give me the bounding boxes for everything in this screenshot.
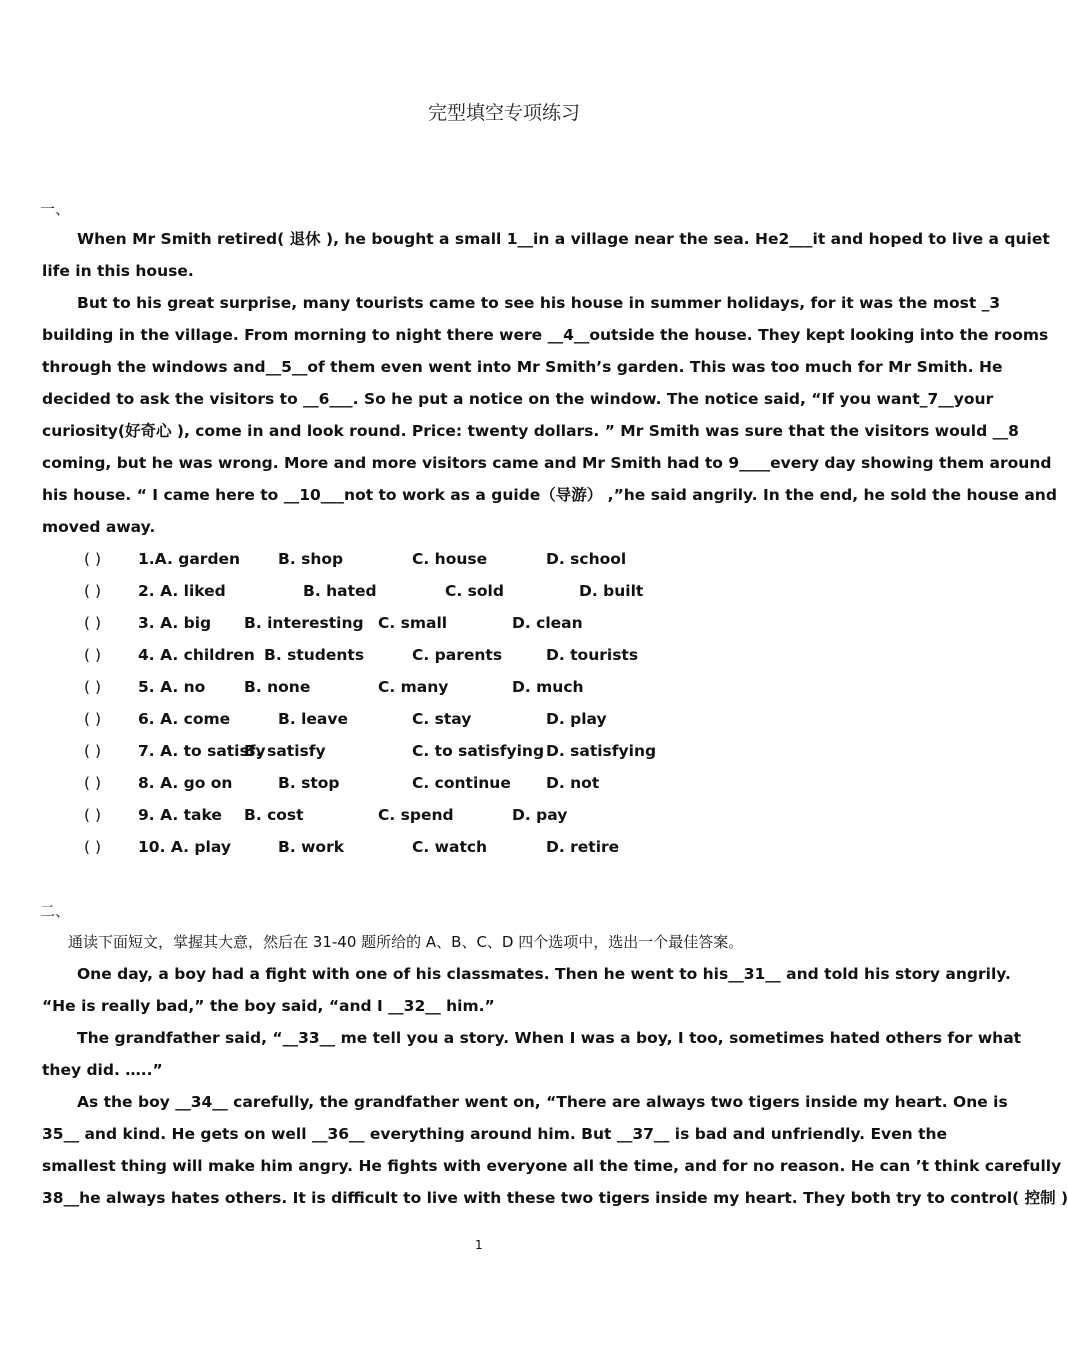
- passage-line: The grandfather said, “__33__ me tell you a story. When I was a boy, I too, sometimes hated others for what: [77, 1029, 1022, 1047]
- option-c: C. parents: [412, 646, 503, 664]
- passage-line: his house. “ I came here to __10___not to work as a guide（导游） ,”he said angrily. In the end, he sold the house and: [42, 486, 1057, 504]
- option-d: D. much: [512, 678, 584, 696]
- option-b: B. work: [278, 838, 345, 856]
- option-d: D. clean: [512, 614, 583, 632]
- option-b: B. hated: [303, 582, 377, 600]
- passage-line: smallest thing will make him angry. He fights with everyone all the time, and for no reason. He can ’t think carefully: [42, 1157, 1062, 1175]
- passage-line: through the windows and__5__of them even went into Mr Smith’s garden. This was too much for Mr Smith. He: [42, 358, 1003, 376]
- option-d: D. tourists: [546, 646, 639, 664]
- option-b: B. shop: [278, 550, 344, 568]
- answer-paren[interactable]: ( ): [84, 742, 102, 760]
- passage-line: As the boy __34__ carefully, the grandfather went on, “There are always two tigers inside my heart. One is: [77, 1093, 1008, 1111]
- answer-paren[interactable]: ( ): [84, 678, 102, 696]
- section-2-instruction: 通读下面短文，掌握其大意，然后在 31-40 题所给的 A、B、C、D 四个选项中，选出一个最佳答案。: [68, 933, 744, 951]
- option-d: D. built: [579, 582, 644, 600]
- option-c: C. continue: [412, 774, 511, 792]
- passage-line: 38__he always hates others. It is difficult to live with these two tigers inside my heart. They both try to control( 控制 ): [42, 1189, 1068, 1207]
- section-1-label: 一、: [40, 200, 71, 218]
- option-a: 8. A. go on: [138, 774, 233, 792]
- passage-line: One day, a boy had a fight with one of his classmates. Then he went to his__31__ and told his story angrily.: [77, 965, 1011, 983]
- option-c: C. to satisfying: [412, 742, 545, 760]
- section-2-label: 二、: [40, 902, 71, 920]
- option-d: D. school: [546, 550, 627, 568]
- option-a: 7. A. to satisfy: [138, 742, 266, 760]
- passage-line: coming, but he was wrong. More and more visitors came and Mr Smith had to 9____every day showing them around: [42, 454, 1052, 472]
- option-c: C. house: [412, 550, 488, 568]
- passage-line: moved away.: [42, 518, 156, 536]
- option-a: 3. A. big: [138, 614, 212, 632]
- passage-line: they did. …..”: [42, 1061, 163, 1079]
- passage-line: building in the village. From morning to night there were __4__outside the house. They kept looking into the rooms: [42, 326, 1049, 344]
- answer-paren[interactable]: ( ): [84, 806, 102, 824]
- option-d: D. pay: [512, 806, 568, 824]
- option-c: C. watch: [412, 838, 488, 856]
- option-b: B. satisfy: [244, 742, 326, 760]
- option-a: 1.A. garden: [138, 550, 241, 568]
- option-b: B. stop: [278, 774, 340, 792]
- option-a: 10. A. play: [138, 838, 231, 856]
- option-b: B. cost: [244, 806, 304, 824]
- option-b: B. none: [244, 678, 311, 696]
- option-a: 4. A. children: [138, 646, 255, 664]
- option-a: 5. A. no: [138, 678, 206, 696]
- answer-paren[interactable]: ( ): [84, 582, 102, 600]
- option-b: B. students: [264, 646, 365, 664]
- passage-line: “He is really bad,” the boy said, “and I __32__ him.”: [42, 997, 495, 1015]
- option-c: C. stay: [412, 710, 472, 728]
- passage-line: curiosity(好奇心 ), come in and look round. Price: twenty dollars. ” Mr Smith was sure that the visitors would __8: [42, 422, 1019, 440]
- option-c: C. spend: [378, 806, 454, 824]
- option-c: C. small: [378, 614, 448, 632]
- answer-paren[interactable]: ( ): [84, 550, 102, 568]
- option-d: D. satisfying: [546, 742, 657, 760]
- passage-line: 35__ and kind. He gets on well __36__ everything around him. But __37__ is bad and unfriendly. Even the: [42, 1125, 948, 1143]
- option-d: D. play: [546, 710, 607, 728]
- option-c: C. many: [378, 678, 449, 696]
- option-a: 9. A. take: [138, 806, 222, 824]
- page-number: 1: [475, 1238, 483, 1252]
- option-b: B. interesting: [244, 614, 364, 632]
- answer-paren[interactable]: ( ): [84, 838, 102, 856]
- option-c: C. sold: [445, 582, 504, 600]
- option-b: B. leave: [278, 710, 348, 728]
- option-a: 6. A. come: [138, 710, 231, 728]
- answer-paren[interactable]: ( ): [84, 774, 102, 792]
- passage-line: decided to ask the visitors to __6___. So he put a notice on the window. The notice said, “If you want_7__your: [42, 390, 994, 408]
- option-a: 2. A. liked: [138, 582, 226, 600]
- page-title: 完型填空专项练习: [427, 102, 580, 124]
- option-d: D. retire: [546, 838, 620, 856]
- passage-line: When Mr Smith retired( 退休 ), he bought a small 1__in a village near the sea. He2___it and hoped to live a quiet: [77, 230, 1050, 248]
- answer-paren[interactable]: ( ): [84, 646, 102, 664]
- answer-paren[interactable]: ( ): [84, 710, 102, 728]
- answer-paren[interactable]: ( ): [84, 614, 102, 632]
- passage-line: life in this house.: [42, 262, 194, 280]
- passage-line: But to his great surprise, many tourists came to see his house in summer holidays, for it was the most _3: [77, 294, 1001, 312]
- option-d: D. not: [546, 774, 600, 792]
